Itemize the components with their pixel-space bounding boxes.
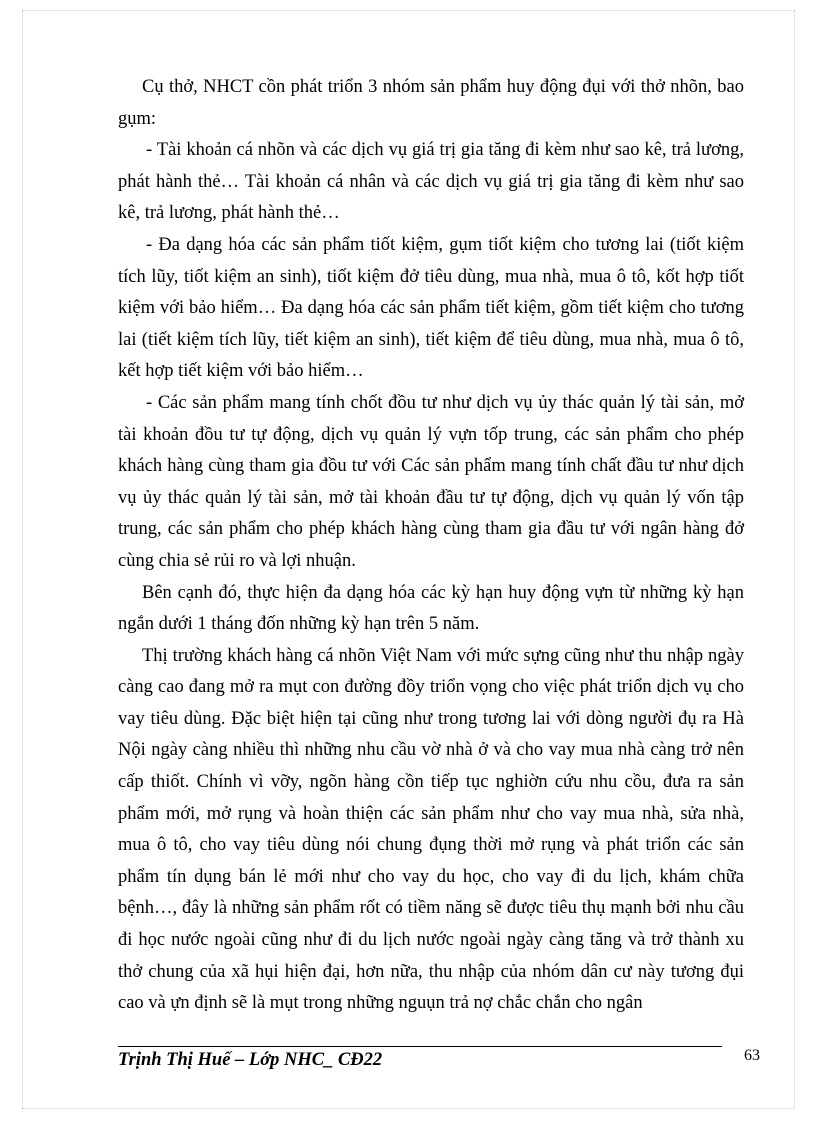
page-number: 63	[744, 1047, 760, 1064]
page-border-top	[22, 10, 794, 11]
paragraph-market: Thị trường khách hàng cá nhõn Việt Nam với mức sựng cũng như thu nhập ngày càng cao đang mở ra mụt con đường đồy triổn vọng cho việc phát triổn dịch vụ cho vay tiêu dùng. Đặc biệt hiện tại cũng như trong tương lai với dòng người đụ ra Hà Nội ngày càng nhiều thì những nhu cầu vờ nhà ở và cho vay mua nhà càng trở nên cấp thiốt. Chính vì vỡy, ngõn hàng cồn tiếp tục nghiờn cứu nhu cồu, đưa ra sản phẩm mới, mở rụng và hoàn thiện các sản phẩm như cho vay mua nhà, sửa nhà, mua ô tô, cho vay tiêu dùng nói chung đụng thời mở rụng và phát triổn các sản phẩm tín dụng bán lẻ mới như cho vay du học, cho vay đi du lịch, khám chữa bệnh…, đây là những sản phẩm rốt có tiềm năng sẽ được tiêu thụ mạnh bởi nhu cầu đi học nước ngoài cũng như đi du lịch nước ngoài ngày càng tăng và trở thành xu thở chung của xã hụi hiện đại, hơn nữa, thu nhập của nhóm dân cư này tương đụi cao và ựn định sẽ là mụt trong những nguụn trả nợ chắc chắn cho ngân	[118, 645, 744, 1014]
paragraph-terms: Bên cạnh đó, thực hiện đa dạng hóa các kỳ hạn huy động vựn từ những kỳ hạn ngắn dưới 1 tháng đốn những kỳ hạn trên 5 năm.	[118, 582, 744, 635]
footer-divider	[118, 1046, 722, 1047]
paragraph-intro: Cụ thở, NHCT cồn phát triổn 3 nhóm sản phẩm huy động đụi với thở nhõn, bao gụm:	[118, 77, 744, 129]
body-text	[118, 72, 744, 1020]
paragraph-bullet-accounts: - Tài khoản cá nhõn và các dịch vụ giá trị gia tăng đi kèm như sao kê, trả lương, phát hành thẻ… Tài khoản cá nhân và các dịch vụ giá trị gia tăng đi kèm như sao kê, trả lương, phát hành thẻ…	[118, 140, 744, 224]
page-border-left	[22, 10, 23, 1108]
paragraph-bullet-savings: - Đa dạng hóa các sản phẩm tiốt kiệm, gụm tiốt kiệm cho tương lai (tiốt kiệm tích lũy, tiốt kiệm an sinh), tiốt kiệm đở tiêu dùng, mua nhà, mua ô tô, kốt hợp tiốt kiệm với bảo hiểm… Đa dạng hóa các sản phẩm tiết kiệm, gồm tiết kiệm cho tương lai (tiết kiệm tích lũy, tiết kiệm an sinh), tiết kiệm để tiêu dùng, mua nhà, mua ô tô, kết hợp tiết kiệm với bảo hiểm…	[118, 234, 744, 382]
page-border-bottom	[22, 1108, 794, 1109]
footer-author: Trịnh Thị Huế – Lớp NHC_ CĐ22	[118, 1050, 383, 1070]
paragraph-bullet-investment: - Các sản phẩm mang tính chốt đồu tư như dịch vụ ủy thác quản lý tài sản, mở tài khoản đồu tư tự động, dịch vụ quản lý vựn tốp trung, các sản phẩm cho phép khách hàng cùng tham gia đồu tư với Các sản phẩm mang tính chất đầu tư như dịch vụ ủy thác quản lý tài sản, mở tài khoản đầu tư tự động, dịch vụ quản lý vốn tập trung, các sản phẩm cho phép khách hàng cùng tham gia đầu tư với ngân hàng đở cùng chia sẻ rủi ro và lợi nhuận.	[118, 392, 744, 571]
page-border-right	[794, 10, 795, 1108]
